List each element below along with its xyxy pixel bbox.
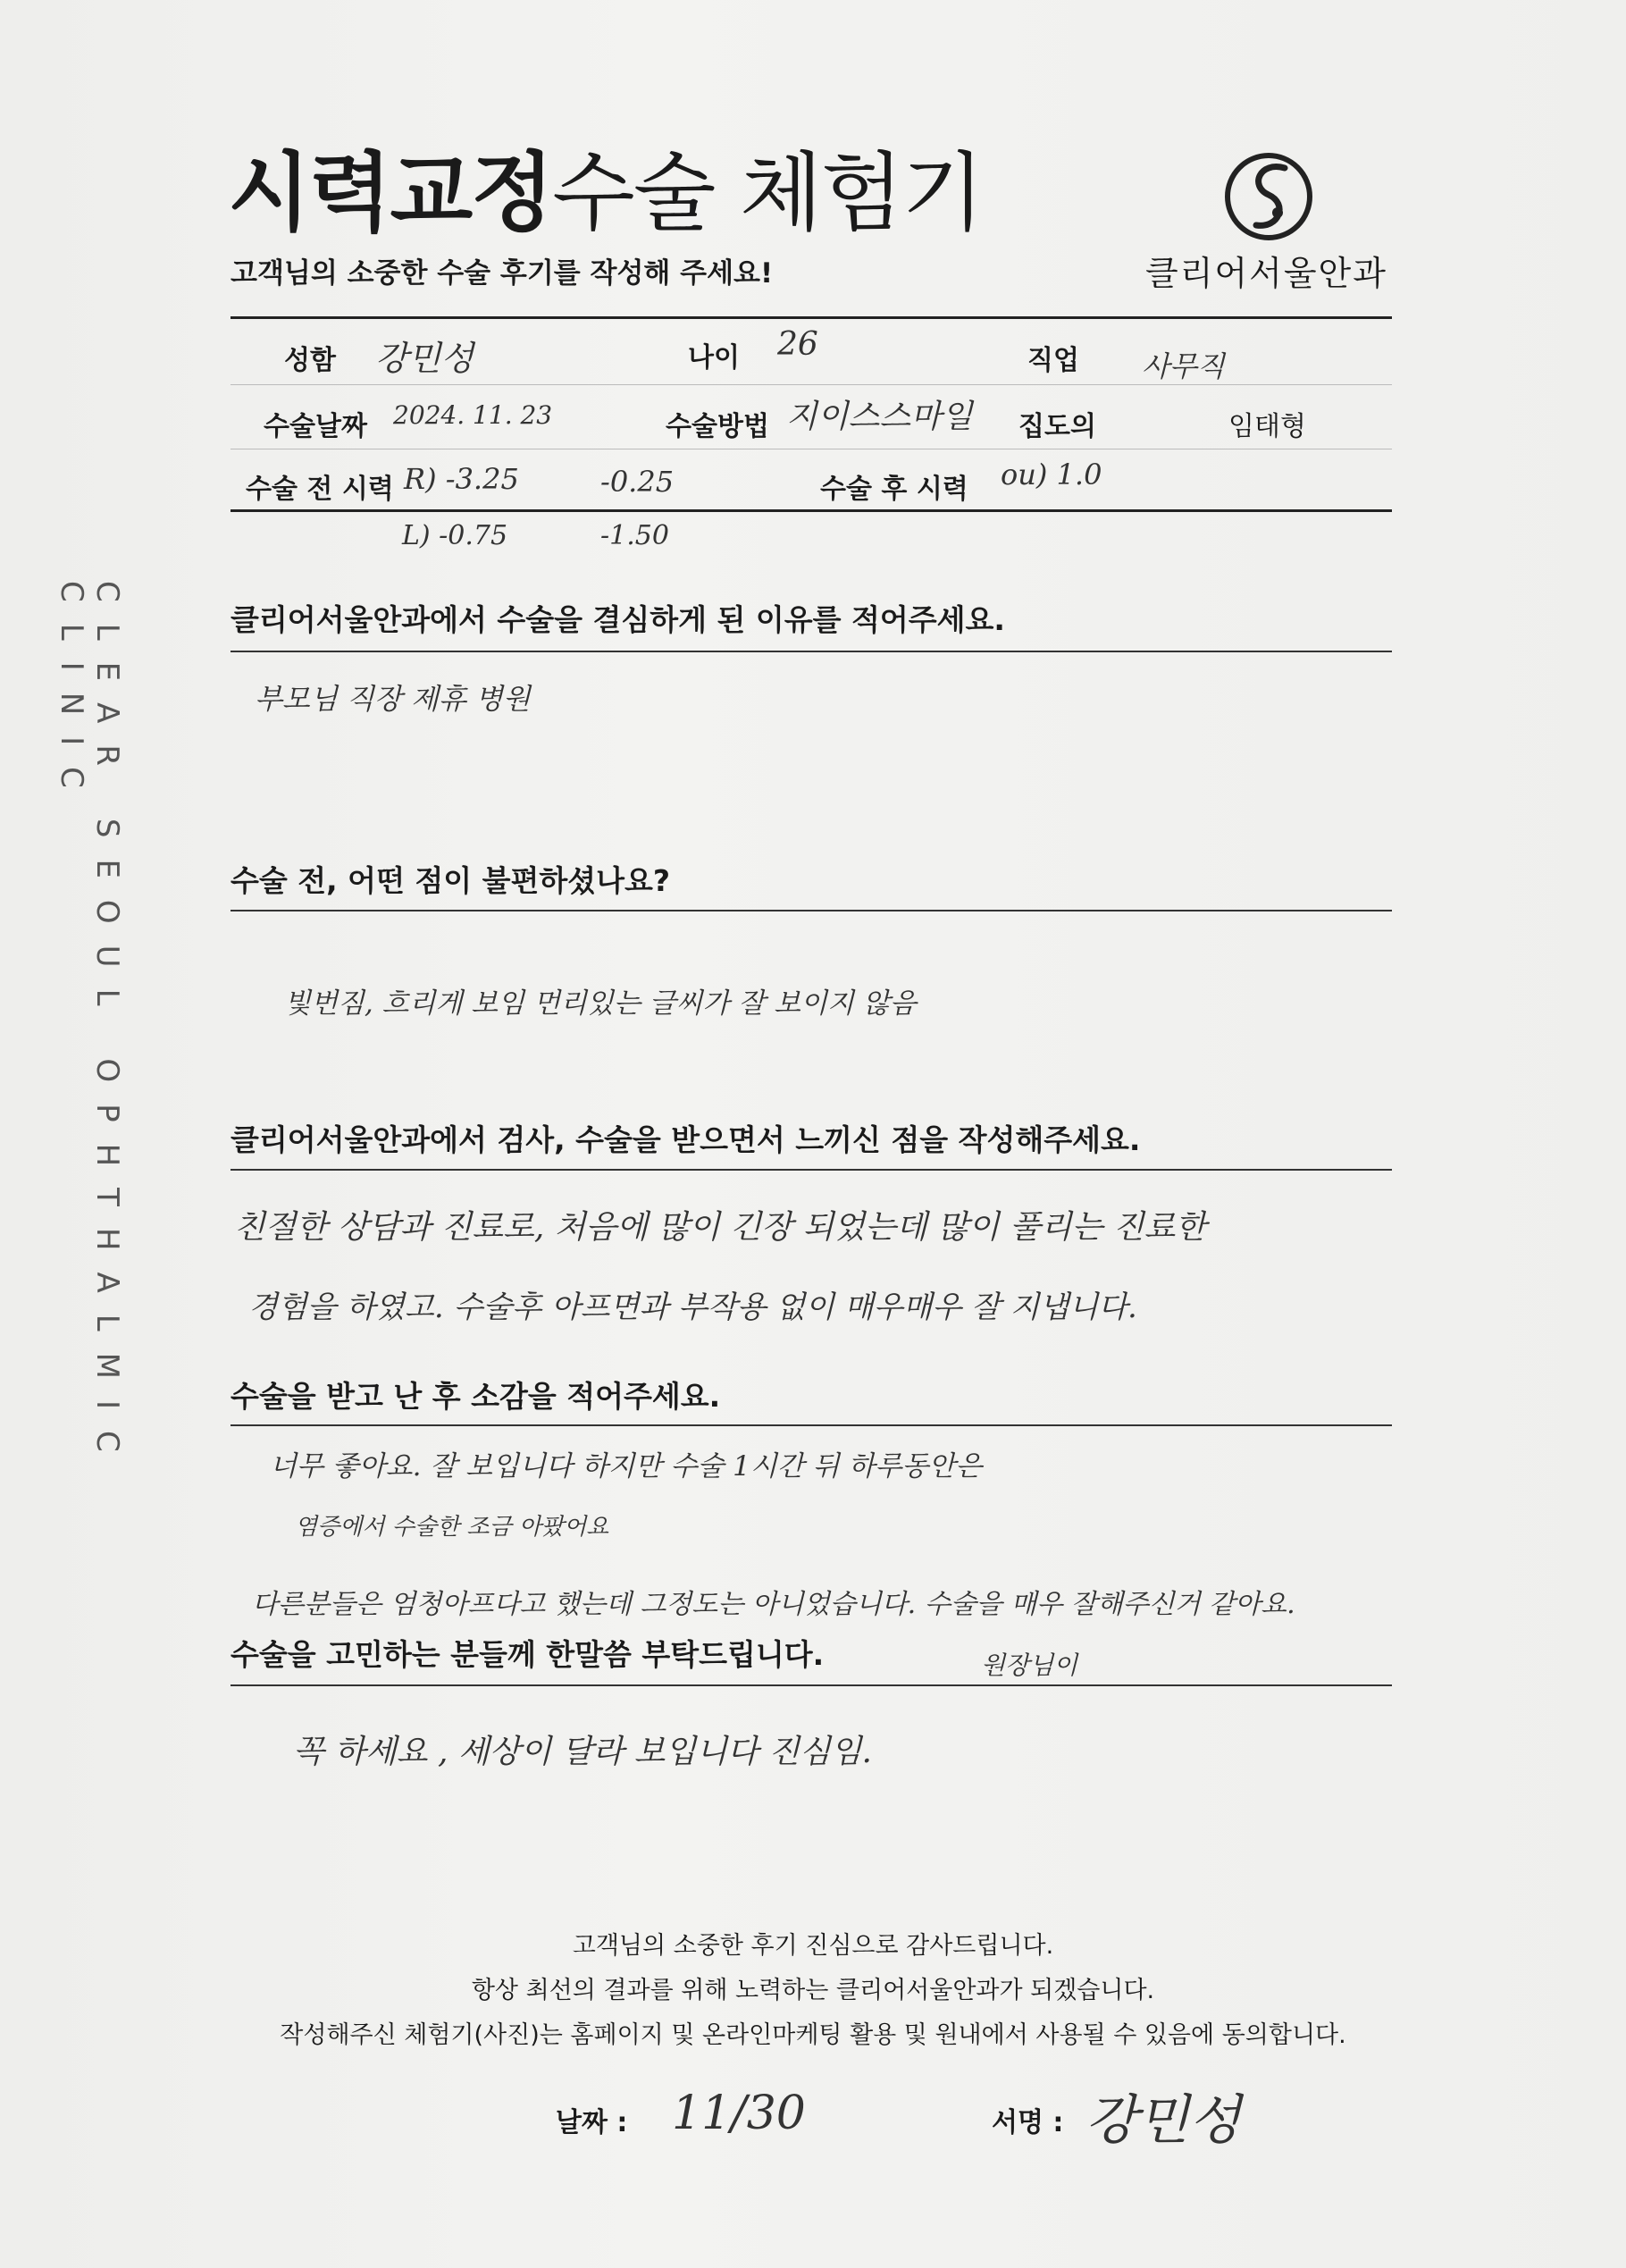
question-5: 수술을 고민하는 분들께 한말씀 부탁드립니다. <box>230 1637 825 1672</box>
footer-thanks: 고객님의 소중한 후기 진심으로 감사드립니다. <box>572 1932 1054 1960</box>
question-1-rule <box>230 651 1392 652</box>
post-vision-value: ou) 1.0 <box>1001 458 1102 491</box>
surgery-method-value: 지이스스마일 <box>786 399 973 435</box>
question-2: 수술 전, 어떤 점이 불편하셨나요? <box>230 863 671 898</box>
answer-2-line-1: 빛번짐, 흐리게 보임 먼리있는 글씨가 잘 보이지 않음 <box>284 987 917 1020</box>
answer-4-line-3: 다른분들은 엄청아프다고 했는데 그정도는 아니었습니다. 수술을 매우 잘해주신거 같아요. <box>252 1589 1295 1620</box>
age-label: 나이 <box>688 342 740 374</box>
info-row-divider-1 <box>230 384 1392 385</box>
name-value: 강민성 <box>375 339 474 378</box>
side-clinic-text: CLEAR SEOUL OPHTHALMIC CLINIC <box>54 581 125 1474</box>
name-label: 성함 <box>284 345 336 376</box>
answer-4-line-1: 너무 좋아요. 잘 보입니다 하지만 수술 1시간 뒤 하루동안은 <box>270 1450 983 1483</box>
surgeon-value: 임태형 <box>1228 411 1306 442</box>
surgery-date-label: 수술날짜 <box>264 411 367 442</box>
answer-4-line-4: 원장님이 <box>981 1651 1078 1680</box>
form-title: 시력교정수술 체험기 <box>228 143 984 243</box>
signature-label: 서명 : <box>992 2107 1064 2138</box>
question-2-rule <box>230 910 1392 911</box>
clinic-s-logo-icon <box>1215 143 1322 250</box>
answer-5-line-1: 꼭 하세요 , 세상이 달라 보입니다 진심임. <box>293 1734 872 1770</box>
question-4: 수술을 받고 난 후 소감을 적어주세요. <box>230 1379 721 1414</box>
answer-3-line-1: 친절한 상담과 진료로, 처음에 많이 긴장 되었는데 많이 풀리는 진료한 <box>234 1209 1207 1246</box>
pre-vision-right-2: -0.25 <box>600 465 675 499</box>
surgery-method-label: 수술방법 <box>666 411 769 442</box>
date-label: 날짜 : <box>556 2107 628 2138</box>
question-3: 클리어서울안과에서 검사, 수술을 받으면서 느끼신 점을 작성해주세요. <box>230 1122 1141 1157</box>
pre-vision-right: R) -3.25 <box>404 462 519 496</box>
answer-4-line-2: 염증에서 수술한 조금 아팠어요 <box>295 1514 609 1541</box>
answer-3-line-2: 경험을 하였고. 수술후 아프면과 부작용 없이 매우매우 잘 지냅니다. <box>248 1289 1137 1325</box>
question-5-rule <box>230 1684 1392 1686</box>
info-table-bottom-rule <box>230 509 1392 512</box>
job-value: 사무직 <box>1142 349 1225 383</box>
job-label: 직업 <box>1027 345 1079 376</box>
header-divider <box>230 316 1392 319</box>
post-vision-label: 수술 후 시력 <box>820 474 968 505</box>
surgeon-label: 집도의 <box>1018 411 1096 442</box>
question-3-rule <box>230 1169 1392 1171</box>
pre-vision-left: L) -0.75 <box>402 520 508 551</box>
footer-consent: 작성해주신 체험기(사진)는 홈페이지 및 온라인마케팅 활용 및 원내에서 사용될 수 있음에 동의합니다. <box>280 2021 1346 2049</box>
form-subtitle: 고객님의 소중한 수술 후기를 작성해 주세요! <box>230 257 774 290</box>
surgery-date-value: 2024. 11. 23 <box>393 400 553 430</box>
clinic-name: 클리어서울안과 <box>1145 254 1387 293</box>
footer-promise: 항상 최선의 결과를 위해 노력하는 클리어서울안과가 되겠습니다. <box>471 1977 1155 2004</box>
pre-vision-left-2: -1.50 <box>600 520 669 551</box>
age-value: 26 <box>777 326 818 363</box>
signature-value: 강민성 <box>1085 2089 1241 2152</box>
date-value: 11/30 <box>672 2087 806 2140</box>
answer-1-line-1: 부모님 직장 제휴 병원 <box>255 682 531 716</box>
question-1: 클리어서울안과에서 수술을 결심하게 된 이유를 적어주세요. <box>230 602 1005 637</box>
question-4-rule <box>230 1424 1392 1426</box>
pre-vision-label: 수술 전 시력 <box>246 474 394 505</box>
